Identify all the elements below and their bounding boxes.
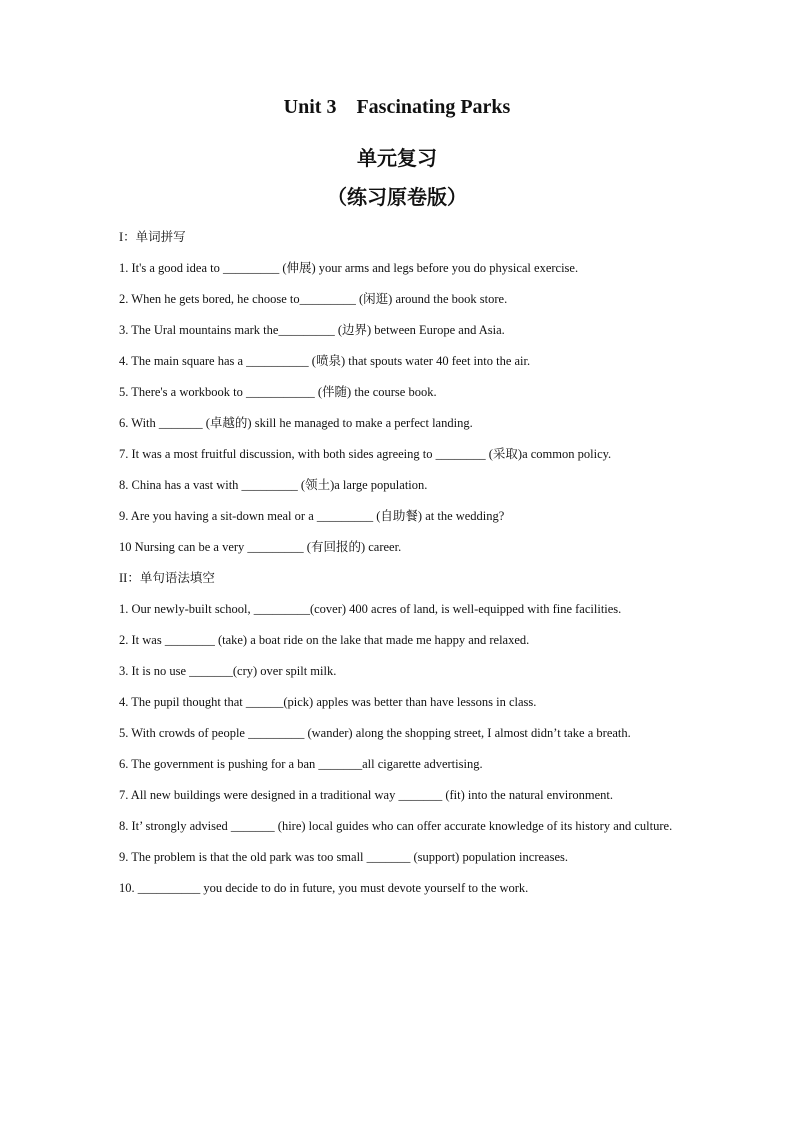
spelling-item: 3. The Ural mountains mark the_________ (边界) between Europe and Asia. (119, 323, 505, 337)
grammar-item: 10. __________ you decide to do in future, you must devote yourself to the work. (119, 881, 529, 895)
spelling-item: 2. When he gets bored, he choose to_________ (闲逛) around the book store. (119, 292, 508, 306)
grammar-item: 3. It is no use _______(cry) over spilt milk. (119, 664, 337, 678)
grammar-item: 6. The government is pushing for a ban _______all cigarette advertising. (119, 757, 483, 771)
grammar-item: 5. With crowds of people _________ (wander) along the shopping street, I almost didn’t take a breath. (119, 726, 631, 740)
grammar-item: 4. The pupil thought that ______(pick) apples was better than have lessons in class. (119, 695, 537, 709)
exercise-content (119, 222, 675, 904)
section-heading-grammar: II：单句语法填空 (119, 571, 215, 585)
spelling-item: 8. China has a vast with _________ (领土)a large population. (119, 478, 428, 492)
spelling-item: 10 Nursing can be a very _________ (有回报的) career. (119, 540, 402, 554)
grammar-item: 2. It was ________ (take) a boat ride on the lake that made me happy and relaxed. (119, 633, 530, 647)
version-label: （练习原卷版） (327, 187, 467, 209)
grammar-item: 8. It’ strongly advised _______ (hire) local guides who can offer accurate knowledge of its history and culture. (119, 819, 673, 833)
spelling-item: 5. There's a workbook to ___________ (伴随) the course book. (119, 385, 437, 399)
grammar-item: 1. Our newly-built school, _________(cover) 400 acres of land, is well-equipped with fine facilities. (119, 602, 622, 616)
grammar-item: 9. The problem is that the old park was too small _______ (support) population increases. (119, 850, 568, 864)
unit-title: Unit 3 Fascinating Parks (283, 96, 511, 118)
grammar-item: 7. All new buildings were designed in a traditional way _______ (fit) into the natural environment. (119, 788, 613, 802)
section-heading-spelling: I：单词拼写 (119, 230, 186, 244)
spelling-item: 9. Are you having a sit-down meal or a _________ (自助餐) at the wedding? (119, 509, 505, 523)
review-subtitle: 单元复习 (357, 148, 437, 170)
spelling-item: 4. The main square has a __________ (喷泉) that spouts water 40 feet into the air. (119, 354, 531, 368)
spelling-item: 7. It was a most fruitful discussion, with both sides agreeing to ________ (采取)a common policy. (119, 447, 612, 461)
spelling-item: 1. It's a good idea to _________ (伸展) your arms and legs before you do physical exercise. (119, 261, 579, 275)
spelling-item: 6. With _______ (卓越的) skill he managed to make a perfect landing. (119, 416, 473, 430)
